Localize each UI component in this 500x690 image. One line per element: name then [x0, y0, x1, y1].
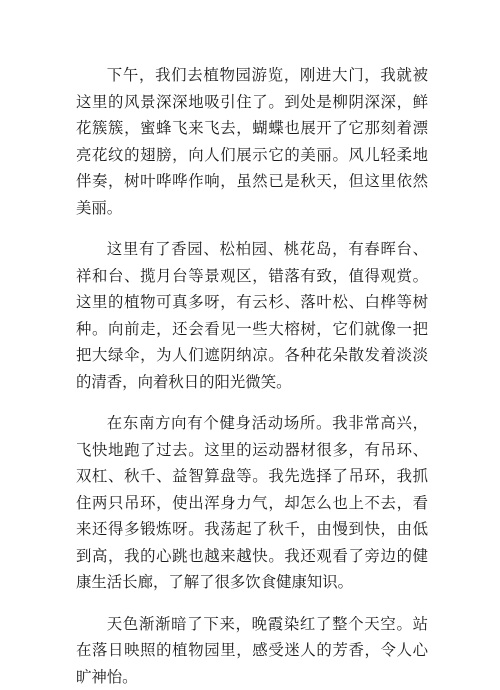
- document-body: [76, 62, 428, 690]
- paragraph-3: 在东南方向有个健身活动场所。我非常高兴，飞快地跑了过去。这里的运动器材很多，有吊环、双杠、秋千、益智算盘等。我先选择了吊环，我抓住两只吊环，使出浑身力气，却怎么也上不去，看来还得多锻炼呀。我荡起了秋千，由慢到快，由低到高，我的心跳也越来越快。我还观看了旁边的健康生活长廊，了解了很多饮食健康知识。: [76, 410, 428, 596]
- paragraph-2: 这里有了香园、松柏园、桃花岛，有春晖台、祥和台、揽月台等景观区，错落有致，值得观赏。这里的植物可真多呀，有云杉、落叶松、白桦等树种。向前走，还会看见一些大榕树，它们就像一把把大绿伞，为人们遮阴纳凉。各种花朵散发着淡淡的清香，向着秋日的阳光微笑。: [76, 236, 428, 395]
- paragraph-4: 天色渐渐暗了下来，晚霞染红了整个天空。站在落日映照的植物园里，感受迷人的芳香，令人心旷神怡。: [76, 611, 428, 690]
- paragraph-1: 下午，我们去植物园游览，刚进大门，我就被这里的风景深深地吸引住了。到处是柳阴深深，鲜花簇簇，蜜蜂飞来飞去，蝴蝶也展开了它那刻着漂亮花纹的翅膀，向人们展示它的美丽。风儿轻柔地伴奏，树叶哗哗作响，虽然已是秋天，但这里依然美丽。: [76, 62, 428, 221]
